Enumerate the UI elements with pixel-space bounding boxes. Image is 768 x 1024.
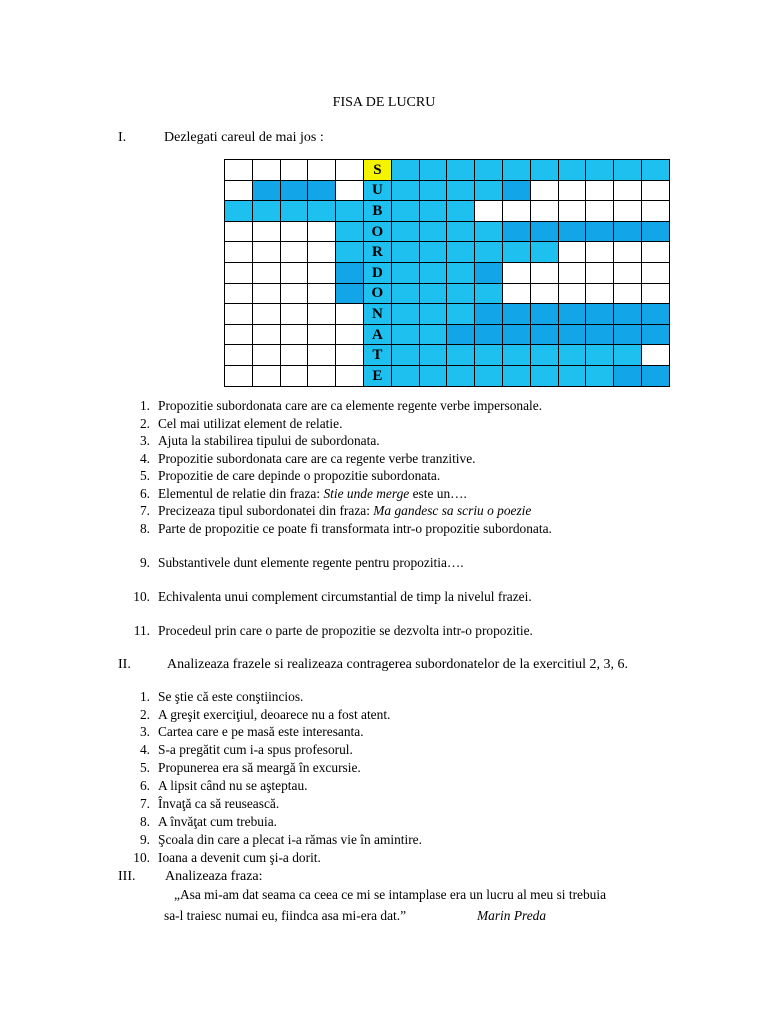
grid-cell bbox=[252, 160, 280, 181]
grid-cell bbox=[586, 180, 614, 201]
grid-cell bbox=[586, 365, 614, 386]
list-item-number: 8. bbox=[139, 814, 150, 829]
grid-cell bbox=[641, 201, 669, 222]
list-item-text: S-a pregătit cum i-a spus profesorul. bbox=[158, 742, 353, 757]
list-item-number: 7. bbox=[139, 796, 150, 811]
list-item-text: Parte de propozitie ce poate fi transformata intr-o propozitie subordonata. bbox=[158, 521, 552, 536]
grid-cell bbox=[475, 283, 503, 304]
grid-cell bbox=[447, 201, 475, 222]
grid-cell bbox=[641, 262, 669, 283]
grid-cell bbox=[530, 201, 558, 222]
grid-cell bbox=[419, 283, 447, 304]
list-item-text: Elementul de relatie din fraza: bbox=[158, 486, 324, 501]
list-item-text: Ajuta la stabilirea tipului de subordonata. bbox=[158, 433, 380, 448]
grid-cell bbox=[447, 365, 475, 386]
grid-cell bbox=[280, 201, 308, 222]
grid-cell bbox=[419, 324, 447, 345]
grid-cell bbox=[502, 160, 530, 181]
grid-cell bbox=[447, 345, 475, 366]
list-item-number: 3. bbox=[139, 724, 150, 739]
grid-cell bbox=[336, 242, 364, 263]
grid-cell bbox=[391, 160, 419, 181]
grid-cell bbox=[558, 283, 586, 304]
grid-cell bbox=[614, 324, 642, 345]
grid-cell bbox=[447, 324, 475, 345]
grid-cell bbox=[558, 262, 586, 283]
list-item-number: 4. bbox=[139, 742, 150, 757]
grid-cell bbox=[558, 160, 586, 181]
grid-cell bbox=[641, 160, 669, 181]
key-letter-cell: D bbox=[363, 262, 391, 283]
list-item-text: Propozitie subordonata care are ca elemente regente verbe impersonale. bbox=[158, 398, 543, 413]
grid-cell bbox=[614, 242, 642, 263]
grid-row bbox=[225, 160, 670, 181]
key-letter-cell: S bbox=[363, 160, 391, 181]
grid-row bbox=[225, 262, 670, 283]
list-item-number: 2. bbox=[139, 416, 150, 431]
grid-cell bbox=[225, 221, 253, 242]
grid-cell bbox=[475, 345, 503, 366]
grid-cell bbox=[225, 324, 253, 345]
grid-cell bbox=[502, 242, 530, 263]
grid-cell bbox=[530, 365, 558, 386]
grid-cell bbox=[586, 262, 614, 283]
grid-cell bbox=[280, 283, 308, 304]
list-item bbox=[139, 433, 380, 449]
grid-row bbox=[225, 324, 670, 345]
grid-cell bbox=[447, 283, 475, 304]
grid-cell bbox=[280, 242, 308, 263]
list-item-text: A greşit exerciţiul, deoarece nu a fost atent. bbox=[158, 707, 391, 722]
grid-row bbox=[225, 345, 670, 366]
grid-cell bbox=[614, 365, 642, 386]
grid-cell bbox=[391, 324, 419, 345]
list-item-text: Procedeul prin care o parte de propozitie se dezvolta intr-o propozitie. bbox=[158, 623, 533, 638]
grid-cell bbox=[558, 304, 586, 325]
grid-cell bbox=[641, 365, 669, 386]
list-item bbox=[139, 555, 464, 571]
list-item bbox=[139, 778, 308, 794]
list-item bbox=[139, 689, 304, 705]
grid-cell bbox=[419, 242, 447, 263]
grid-row bbox=[225, 365, 670, 386]
section-1-number: I. bbox=[118, 130, 127, 145]
grid-cell bbox=[614, 262, 642, 283]
grid-cell bbox=[225, 180, 253, 201]
list-item-text: A lipsit când nu se aşteptau. bbox=[158, 778, 308, 793]
grid-cell bbox=[336, 283, 364, 304]
grid-cell bbox=[447, 221, 475, 242]
grid-cell bbox=[252, 304, 280, 325]
list-item-number: 9. bbox=[139, 555, 150, 570]
grid-cell bbox=[391, 180, 419, 201]
list-item bbox=[139, 832, 422, 848]
grid-cell bbox=[447, 160, 475, 181]
grid-cell bbox=[558, 242, 586, 263]
grid-cell bbox=[308, 345, 336, 366]
grid-cell bbox=[280, 345, 308, 366]
grid-row bbox=[225, 221, 670, 242]
quote-line-2: sa-l traiesc numai eu, fiindca asa mi-era dat.” bbox=[164, 908, 407, 923]
grid-cell bbox=[280, 324, 308, 345]
list-item bbox=[139, 398, 543, 414]
grid-cell bbox=[308, 160, 336, 181]
key-letter-cell: O bbox=[363, 283, 391, 304]
section-3-number: III. bbox=[118, 869, 136, 884]
grid-cell bbox=[225, 283, 253, 304]
list-item bbox=[139, 451, 476, 467]
grid-cell bbox=[336, 365, 364, 386]
grid-cell bbox=[252, 180, 280, 201]
grid-cell bbox=[280, 365, 308, 386]
grid-cell bbox=[641, 283, 669, 304]
key-letter-cell: O bbox=[363, 221, 391, 242]
grid-row bbox=[225, 242, 670, 263]
list-item-number: 1. bbox=[139, 689, 150, 704]
grid-cell bbox=[391, 221, 419, 242]
grid-cell bbox=[252, 283, 280, 304]
grid-cell bbox=[391, 262, 419, 283]
grid-cell bbox=[336, 201, 364, 222]
grid-cell bbox=[475, 324, 503, 345]
grid-cell bbox=[336, 324, 364, 345]
list-item-number: 7. bbox=[139, 503, 150, 518]
grid-cell bbox=[558, 345, 586, 366]
list-item-text: A învăţat cum trebuia. bbox=[158, 814, 277, 829]
list-item bbox=[139, 486, 467, 502]
grid-cell bbox=[391, 345, 419, 366]
grid-cell bbox=[447, 262, 475, 283]
list-item bbox=[133, 850, 321, 866]
grid-row bbox=[225, 180, 670, 201]
grid-cell bbox=[475, 221, 503, 242]
grid-cell bbox=[641, 345, 669, 366]
grid-cell bbox=[530, 283, 558, 304]
list-item bbox=[139, 468, 441, 484]
section-3-instruction: Analizeaza fraza: bbox=[165, 869, 263, 884]
grid-cell bbox=[280, 304, 308, 325]
grid-cell bbox=[530, 180, 558, 201]
list-item bbox=[139, 521, 552, 537]
grid-cell bbox=[475, 304, 503, 325]
grid-cell bbox=[530, 345, 558, 366]
section-2-instruction: Analizeaza frazele si realizeaza contragerea subordonatelor de la exercitiul 2, 3, 6. bbox=[167, 657, 628, 672]
grid-cell bbox=[225, 201, 253, 222]
grid-cell bbox=[308, 242, 336, 263]
grid-cell bbox=[641, 242, 669, 263]
list-item-number: 4. bbox=[139, 451, 150, 466]
grid-cell bbox=[558, 365, 586, 386]
grid-cell bbox=[336, 180, 364, 201]
list-item bbox=[139, 724, 364, 740]
grid-cell bbox=[614, 201, 642, 222]
key-letter-cell: N bbox=[363, 304, 391, 325]
quote-line-1: „Asa mi-am dat seama ca ceea ce mi se intamplase era un lucru al meu si trebuia bbox=[174, 887, 607, 902]
grid-cell bbox=[280, 221, 308, 242]
grid-cell bbox=[391, 242, 419, 263]
list-item-number: 5. bbox=[139, 468, 150, 483]
list-item-number: 3. bbox=[139, 433, 150, 448]
grid-cell bbox=[252, 221, 280, 242]
list-item-text: Cartea care e pe masă este interesanta. bbox=[158, 724, 364, 739]
grid-cell bbox=[225, 160, 253, 181]
grid-cell bbox=[308, 221, 336, 242]
list-item bbox=[139, 707, 391, 723]
grid-cell bbox=[419, 345, 447, 366]
key-letter-cell: E bbox=[363, 365, 391, 386]
grid-cell bbox=[419, 160, 447, 181]
grid-cell bbox=[252, 365, 280, 386]
grid-cell bbox=[419, 180, 447, 201]
grid-cell bbox=[252, 324, 280, 345]
list-item-text: Propozitie subordonata care are ca regente verbe tranzitive. bbox=[158, 451, 476, 466]
page-title: FISA DE LUCRU bbox=[332, 95, 436, 110]
grid-cell bbox=[308, 201, 336, 222]
grid-cell bbox=[530, 304, 558, 325]
key-letter-cell: A bbox=[363, 324, 391, 345]
list-item-number: 10. bbox=[133, 850, 150, 865]
grid-cell bbox=[225, 345, 253, 366]
list-item-number: 10. bbox=[133, 589, 150, 604]
grid-cell bbox=[502, 180, 530, 201]
grid-cell bbox=[614, 160, 642, 181]
grid-cell bbox=[336, 304, 364, 325]
list-item-text: Propozitie de care depinde o propozitie subordonata. bbox=[158, 468, 441, 483]
grid-cell bbox=[586, 324, 614, 345]
list-item bbox=[139, 416, 343, 432]
list-item-text: Cel mai utilizat element de relatie. bbox=[158, 416, 343, 431]
list-item-number: 6. bbox=[139, 486, 150, 501]
key-letter-cell: R bbox=[363, 242, 391, 263]
grid-cell bbox=[252, 242, 280, 263]
list-item-example: Ma gandesc sa scriu o poezie bbox=[373, 503, 532, 518]
list-item-text: Substantivele dunt elemente regente pentru propozitia…. bbox=[158, 555, 464, 570]
grid-cell bbox=[530, 160, 558, 181]
grid-cell bbox=[502, 324, 530, 345]
grid-cell bbox=[641, 221, 669, 242]
list-item-number: 5. bbox=[139, 760, 150, 775]
grid-cell bbox=[280, 160, 308, 181]
grid-cell bbox=[614, 221, 642, 242]
grid-cell bbox=[475, 242, 503, 263]
grid-cell bbox=[308, 365, 336, 386]
list-item-number: 8. bbox=[139, 521, 150, 536]
list-item-number: 2. bbox=[139, 707, 150, 722]
list-item bbox=[139, 503, 532, 519]
grid-cell bbox=[502, 221, 530, 242]
grid-cell bbox=[252, 201, 280, 222]
grid-cell bbox=[614, 304, 642, 325]
list-item-number: 9. bbox=[139, 832, 150, 847]
grid-cell bbox=[336, 221, 364, 242]
grid-cell bbox=[558, 324, 586, 345]
grid-cell bbox=[308, 324, 336, 345]
grid-cell bbox=[308, 262, 336, 283]
grid-cell bbox=[308, 304, 336, 325]
list-item-number: 6. bbox=[139, 778, 150, 793]
grid-cell bbox=[641, 180, 669, 201]
grid-cell bbox=[502, 262, 530, 283]
grid-cell bbox=[586, 304, 614, 325]
list-item-text: Echivalenta unui complement circumstantial de timp la nivelul frazei. bbox=[158, 589, 532, 604]
list-item-example: Stie unde merge bbox=[323, 486, 410, 501]
section-1-instruction: Dezlegati careul de mai jos : bbox=[164, 130, 324, 145]
grid-cell bbox=[308, 180, 336, 201]
list-item bbox=[133, 623, 533, 639]
list-item bbox=[139, 760, 361, 776]
grid-cell bbox=[558, 221, 586, 242]
grid-cell bbox=[586, 160, 614, 181]
grid-cell bbox=[447, 180, 475, 201]
grid-cell bbox=[475, 160, 503, 181]
grid-cell bbox=[586, 242, 614, 263]
grid-cell bbox=[530, 242, 558, 263]
grid-cell bbox=[586, 283, 614, 304]
grid-cell bbox=[558, 180, 586, 201]
list-item-number: 11. bbox=[133, 623, 150, 638]
key-letter-cell: U bbox=[363, 180, 391, 201]
grid-cell bbox=[502, 201, 530, 222]
list-item-number: 1. bbox=[139, 398, 150, 413]
grid-cell bbox=[641, 324, 669, 345]
grid-cell bbox=[225, 262, 253, 283]
grid-cell bbox=[419, 221, 447, 242]
grid-cell bbox=[586, 201, 614, 222]
grid-cell bbox=[336, 160, 364, 181]
list-item-suffix: este un…. bbox=[409, 486, 467, 501]
grid-cell bbox=[225, 304, 253, 325]
grid-cell bbox=[280, 262, 308, 283]
list-item bbox=[139, 796, 280, 812]
grid-cell bbox=[391, 201, 419, 222]
list-item-text: Ioana a devenit cum şi-a dorit. bbox=[158, 850, 321, 865]
grid-row bbox=[225, 283, 670, 304]
grid-cell bbox=[641, 304, 669, 325]
grid-row bbox=[225, 201, 670, 222]
grid-cell bbox=[419, 365, 447, 386]
grid-cell bbox=[586, 345, 614, 366]
grid-cell bbox=[391, 365, 419, 386]
grid-cell bbox=[502, 283, 530, 304]
grid-cell bbox=[280, 180, 308, 201]
grid-cell bbox=[614, 345, 642, 366]
grid-cell bbox=[614, 283, 642, 304]
grid-row bbox=[225, 304, 670, 325]
grid-cell bbox=[225, 242, 253, 263]
list-item-text: Propunerea era să meargă în excursie. bbox=[158, 760, 361, 775]
grid-cell bbox=[502, 365, 530, 386]
quote-author: Marin Preda bbox=[477, 908, 547, 923]
grid-cell bbox=[614, 180, 642, 201]
section-2-number: II. bbox=[118, 657, 131, 672]
grid-cell bbox=[308, 283, 336, 304]
grid-cell bbox=[502, 345, 530, 366]
list-item-text: Învaţă ca să reusească. bbox=[158, 796, 280, 811]
grid-cell bbox=[586, 221, 614, 242]
grid-cell bbox=[530, 221, 558, 242]
grid-cell bbox=[502, 304, 530, 325]
grid-cell bbox=[530, 324, 558, 345]
list-item-text: Precizeaza tipul subordonatei din fraza: bbox=[158, 503, 374, 518]
grid-cell bbox=[336, 345, 364, 366]
grid-cell bbox=[475, 201, 503, 222]
grid-cell bbox=[391, 304, 419, 325]
grid-cell bbox=[252, 345, 280, 366]
grid-cell bbox=[475, 262, 503, 283]
list-item bbox=[133, 589, 532, 605]
list-item bbox=[139, 742, 353, 758]
key-letter-cell: T bbox=[363, 345, 391, 366]
grid-cell bbox=[391, 283, 419, 304]
grid-cell bbox=[225, 365, 253, 386]
list-item-text: Şcoala din care a plecat i-a rămas vie în amintire. bbox=[158, 832, 422, 847]
crossword-grid bbox=[224, 159, 670, 387]
grid-cell bbox=[447, 242, 475, 263]
grid-cell bbox=[419, 304, 447, 325]
grid-cell bbox=[558, 201, 586, 222]
grid-cell bbox=[419, 262, 447, 283]
grid-cell bbox=[336, 262, 364, 283]
grid-cell bbox=[447, 304, 475, 325]
list-item-text: Se ştie că este conştiincios. bbox=[158, 689, 304, 704]
grid-cell bbox=[475, 365, 503, 386]
grid-cell bbox=[475, 180, 503, 201]
grid-cell bbox=[252, 262, 280, 283]
grid-cell bbox=[419, 201, 447, 222]
grid-cell bbox=[530, 262, 558, 283]
key-letter-cell: B bbox=[363, 201, 391, 222]
list-item bbox=[139, 814, 277, 830]
